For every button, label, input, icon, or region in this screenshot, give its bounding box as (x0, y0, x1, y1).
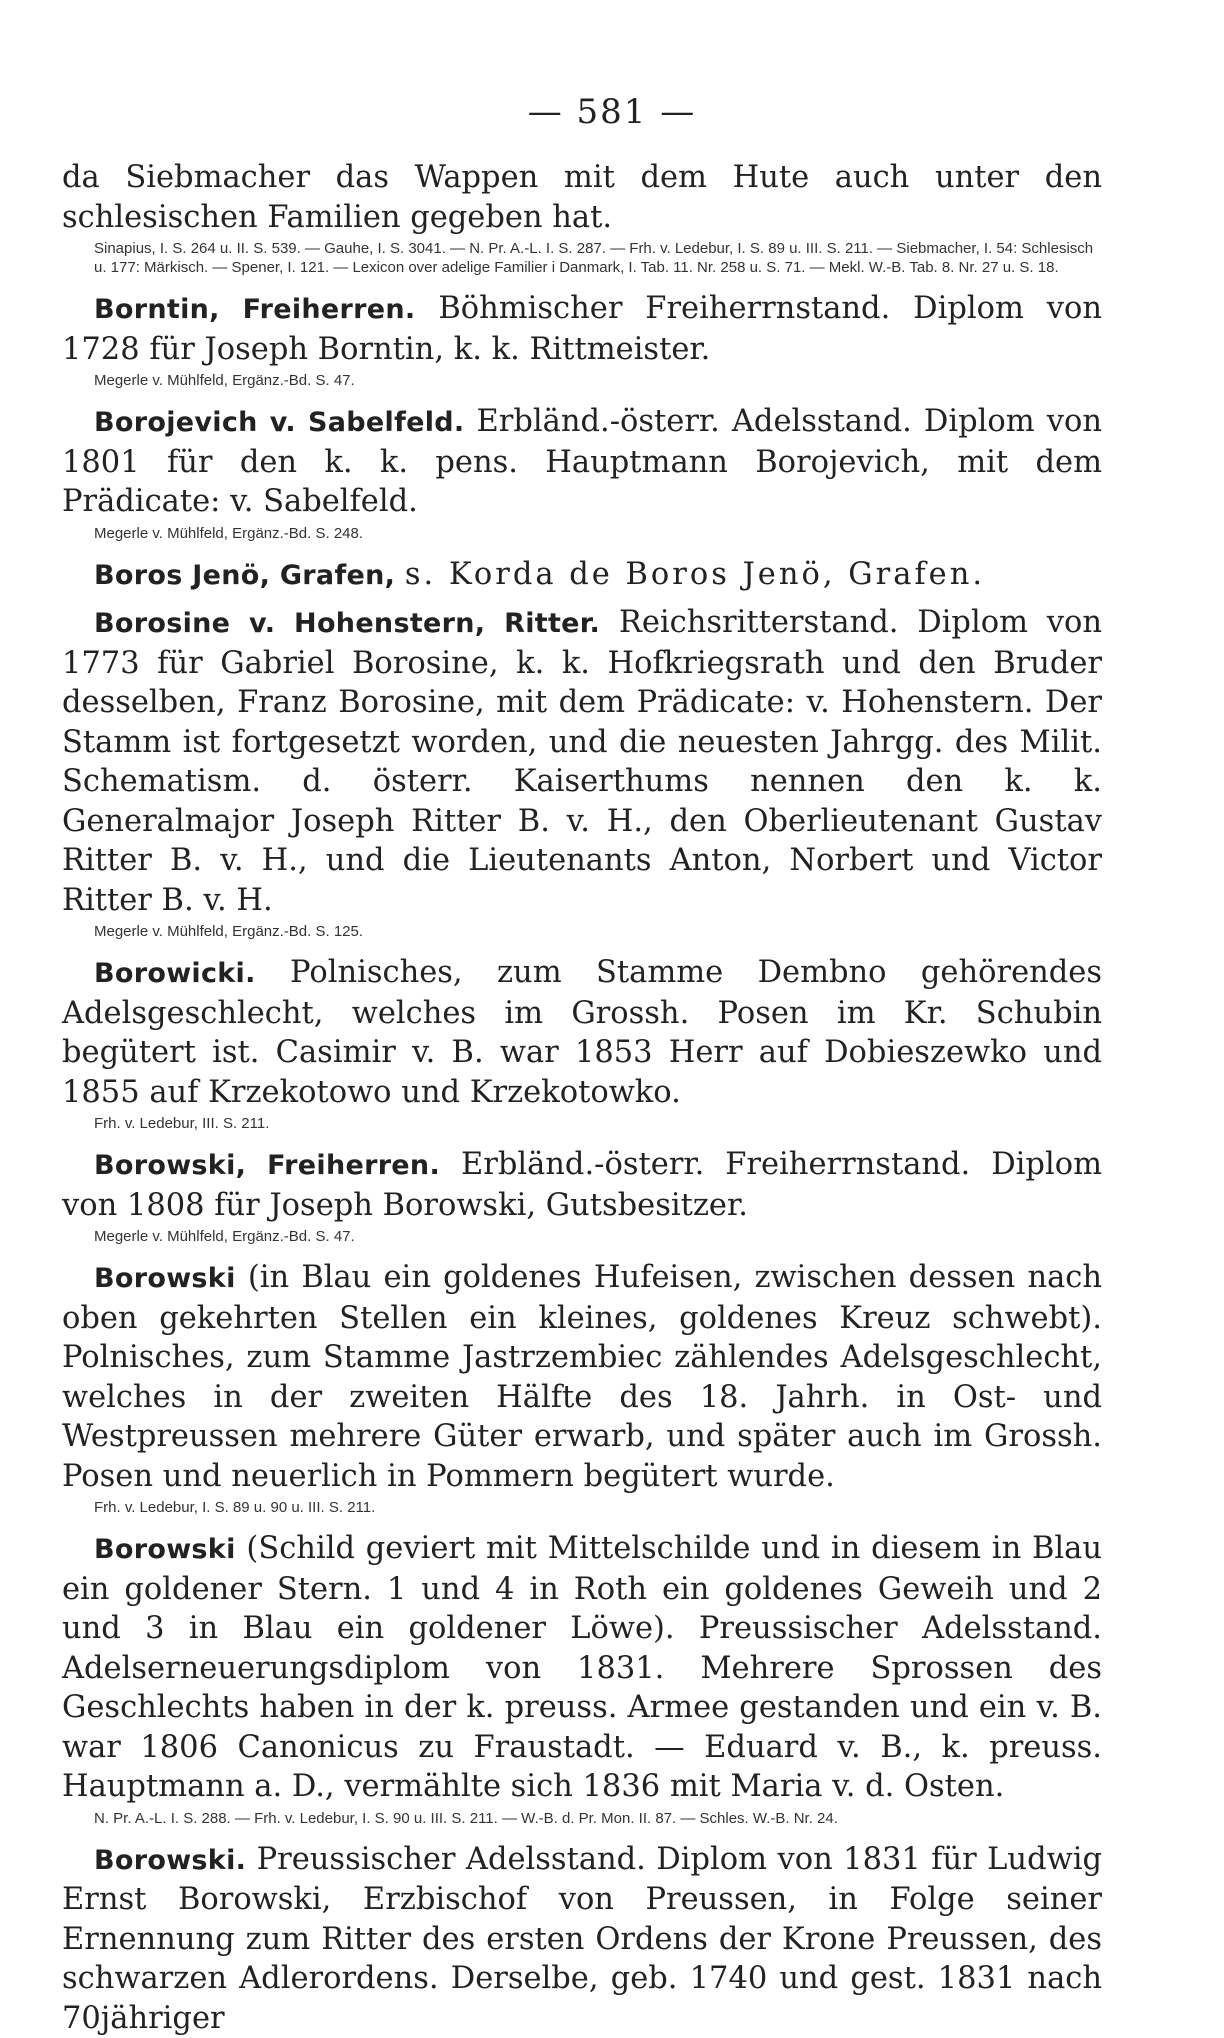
entry-borojevich (62, 402, 1102, 543)
entry-borosine (62, 603, 1102, 941)
entry-text: s. Korda de Boros Jenö, Grafen. (405, 557, 985, 592)
entry-reference: Frh. v. Ledebur, I. S. 89 u. 90 u. III. S. 211. (62, 1498, 1102, 1517)
entry-borowski-hufeisen (62, 1258, 1102, 1517)
entry-reference: Megerle v. Mühlfeld, Ergänz.-Bd. S. 248. (62, 524, 1102, 543)
entry-heading: Borowicki. (94, 958, 256, 989)
entry-borntin (62, 289, 1102, 390)
entry-reference: Megerle v. Mühlfeld, Ergänz.-Bd. S. 47. (62, 371, 1102, 390)
entry-heading: Borowski (94, 1263, 236, 1294)
entry-heading: Borowski (94, 1534, 236, 1565)
entry-heading: Borntin, Freiherren. (94, 294, 415, 325)
entry-text: (Schild geviert mit Mittelschilde und in diesem in Blau ein goldener Stern. 1 und 4 in Roth ein goldenes Geweih und 2 und 3 in Blau ein goldener Löwe). Preussischer Adelsstand. Adelserneuerungsdiplom von 1831. Mehrere Sprossen des Geschlechts haben in der k. preuss. Armee gestanden und ein v. B. war 1806 Canonicus zu Fraustadt. — Eduard v. B., k. preuss. Hauptmann a. D., vermählte sich 1836 mit Maria v. d. Osten. (62, 1531, 1102, 1804)
entry-reference: Frh. v. Ledebur, III. S. 211. (62, 1114, 1102, 1133)
entry-text: Preussischer Adelsstand. Diplom von 1831 für Ludwig Ernst Borowski, Erzbischof von Preussen, in Folge seiner Ernennung zum Ritter des ersten Ordens der Krone Preussen, des schwarzen Adlerordens. Derselbe, geb. 1740 und gest. 1831 nach 70jähriger (62, 1842, 1102, 2036)
entry-borowski-freiherren (62, 1145, 1102, 1246)
entry-text: Erbländ.-österr. Freiherrnstand. Diplom von 1808 für Joseph Borowski, Gutsbesitzer. (62, 1147, 1102, 1223)
entry-text: Polnisches, zum Stamme Dembno gehörendes Adelsgeschlecht, welches im Grossh. Posen im Kr. Schubin begütert ist. Casimir v. B. war 1853 Herr auf Dobieszewko und 1855 auf Krzekotowo und Krzekotowko. (62, 955, 1102, 1110)
entry-borowski-schild (62, 1529, 1102, 1828)
text-column (62, 158, 1102, 2038)
entry-reference: Megerle v. Mühlfeld, Ergänz.-Bd. S. 47. (62, 1227, 1102, 1246)
entry-borowski-erzbischof (62, 1840, 1102, 2038)
entry-text: Reichsritterstand. Diplom von 1773 für Gabriel Borosine, k. k. Hofkriegsrath und den Bruder desselben, Franz Borosine, mit dem Prädicate: v. Hohenstern. Der Stamm ist fortgesetzt worden, und die neuesten Jahrgg. des Milit. Schematism. d. österr. Kaiserthums nennen den k. k. Generalmajor Joseph Ritter B. v. H., den Oberlieutenant Gustav Ritter B. v. H., und die Lieutenants Anton, Norbert und Victor Ritter B. v. H. (62, 605, 1102, 918)
page-number: — 581 — (0, 92, 1224, 132)
entry-text: (in Blau ein goldenes Hufeisen, zwischen dessen nach oben gekehrten Stellen ein kleines, goldenes Kreuz schwebt). Polnisches, zum Stamme Jastrzembiec zählendes Adelsgeschlecht, welches in der zweiten Hälfte des 18. Jahrh. in Ost- und Westpreussen mehrere Güter erwarb, und später auch im Grossh. Posen und neuerlich in Pommern begütert wurde. (62, 1260, 1102, 1494)
entry-reference: Megerle v. Mühlfeld, Ergänz.-Bd. S. 125. (62, 922, 1102, 941)
entry-text: Erbländ.-österr. Adelsstand. Diplom von 1801 für den k. k. pens. Hauptmann Borojevich, mit dem Prädicate: v. Sabelfeld. (62, 404, 1102, 519)
entry-text: Böhmischer Freiherrnstand. Diplom von 1728 für Joseph Borntin, k. k. Rittmeister. (62, 291, 1102, 367)
entry-heading: Borowski, Freiherren. (94, 1150, 440, 1181)
intro-paragraph: da Siebmacher das Wappen mit dem Hute auch unter den schlesischen Familien gegeben hat. (62, 158, 1102, 237)
entry-reference: N. Pr. A.-L. I. S. 288. — Frh. v. Ledebur, I. S. 90 u. III. S. 211. — W.-B. d. Pr. Mon. II. 87. — Schles. W.-B. Nr. 24. (62, 1809, 1102, 1828)
entry-boros-jeno (62, 555, 1102, 596)
entry-heading: Borowski. (94, 1845, 246, 1876)
entry-borowicki (62, 953, 1102, 1133)
entry-heading: Borosine v. Hohenstern, Ritter. (94, 608, 600, 639)
entry-heading: Boros Jenö, Grafen, (94, 560, 395, 591)
entry-heading: Borojevich v. Sabelfeld. (94, 407, 464, 438)
intro-reference: Sinapius, I. S. 264 u. II. S. 539. — Gauhe, I. S. 3041. — N. Pr. A.-L. I. S. 287. — Frh. v. Ledebur, I. S. 89 u. III. S. 211. — Siebmacher, I. 54: Schlesisch u. 177: Märkisch. — Spener, I. 121. — Lexicon over adelige Familier i Danmark, I. Tab. 11. Nr. 258 u. S. 71. — Mekl. W.-B. Tab. 8. Nr. 27 u. S. 18. (62, 239, 1102, 277)
